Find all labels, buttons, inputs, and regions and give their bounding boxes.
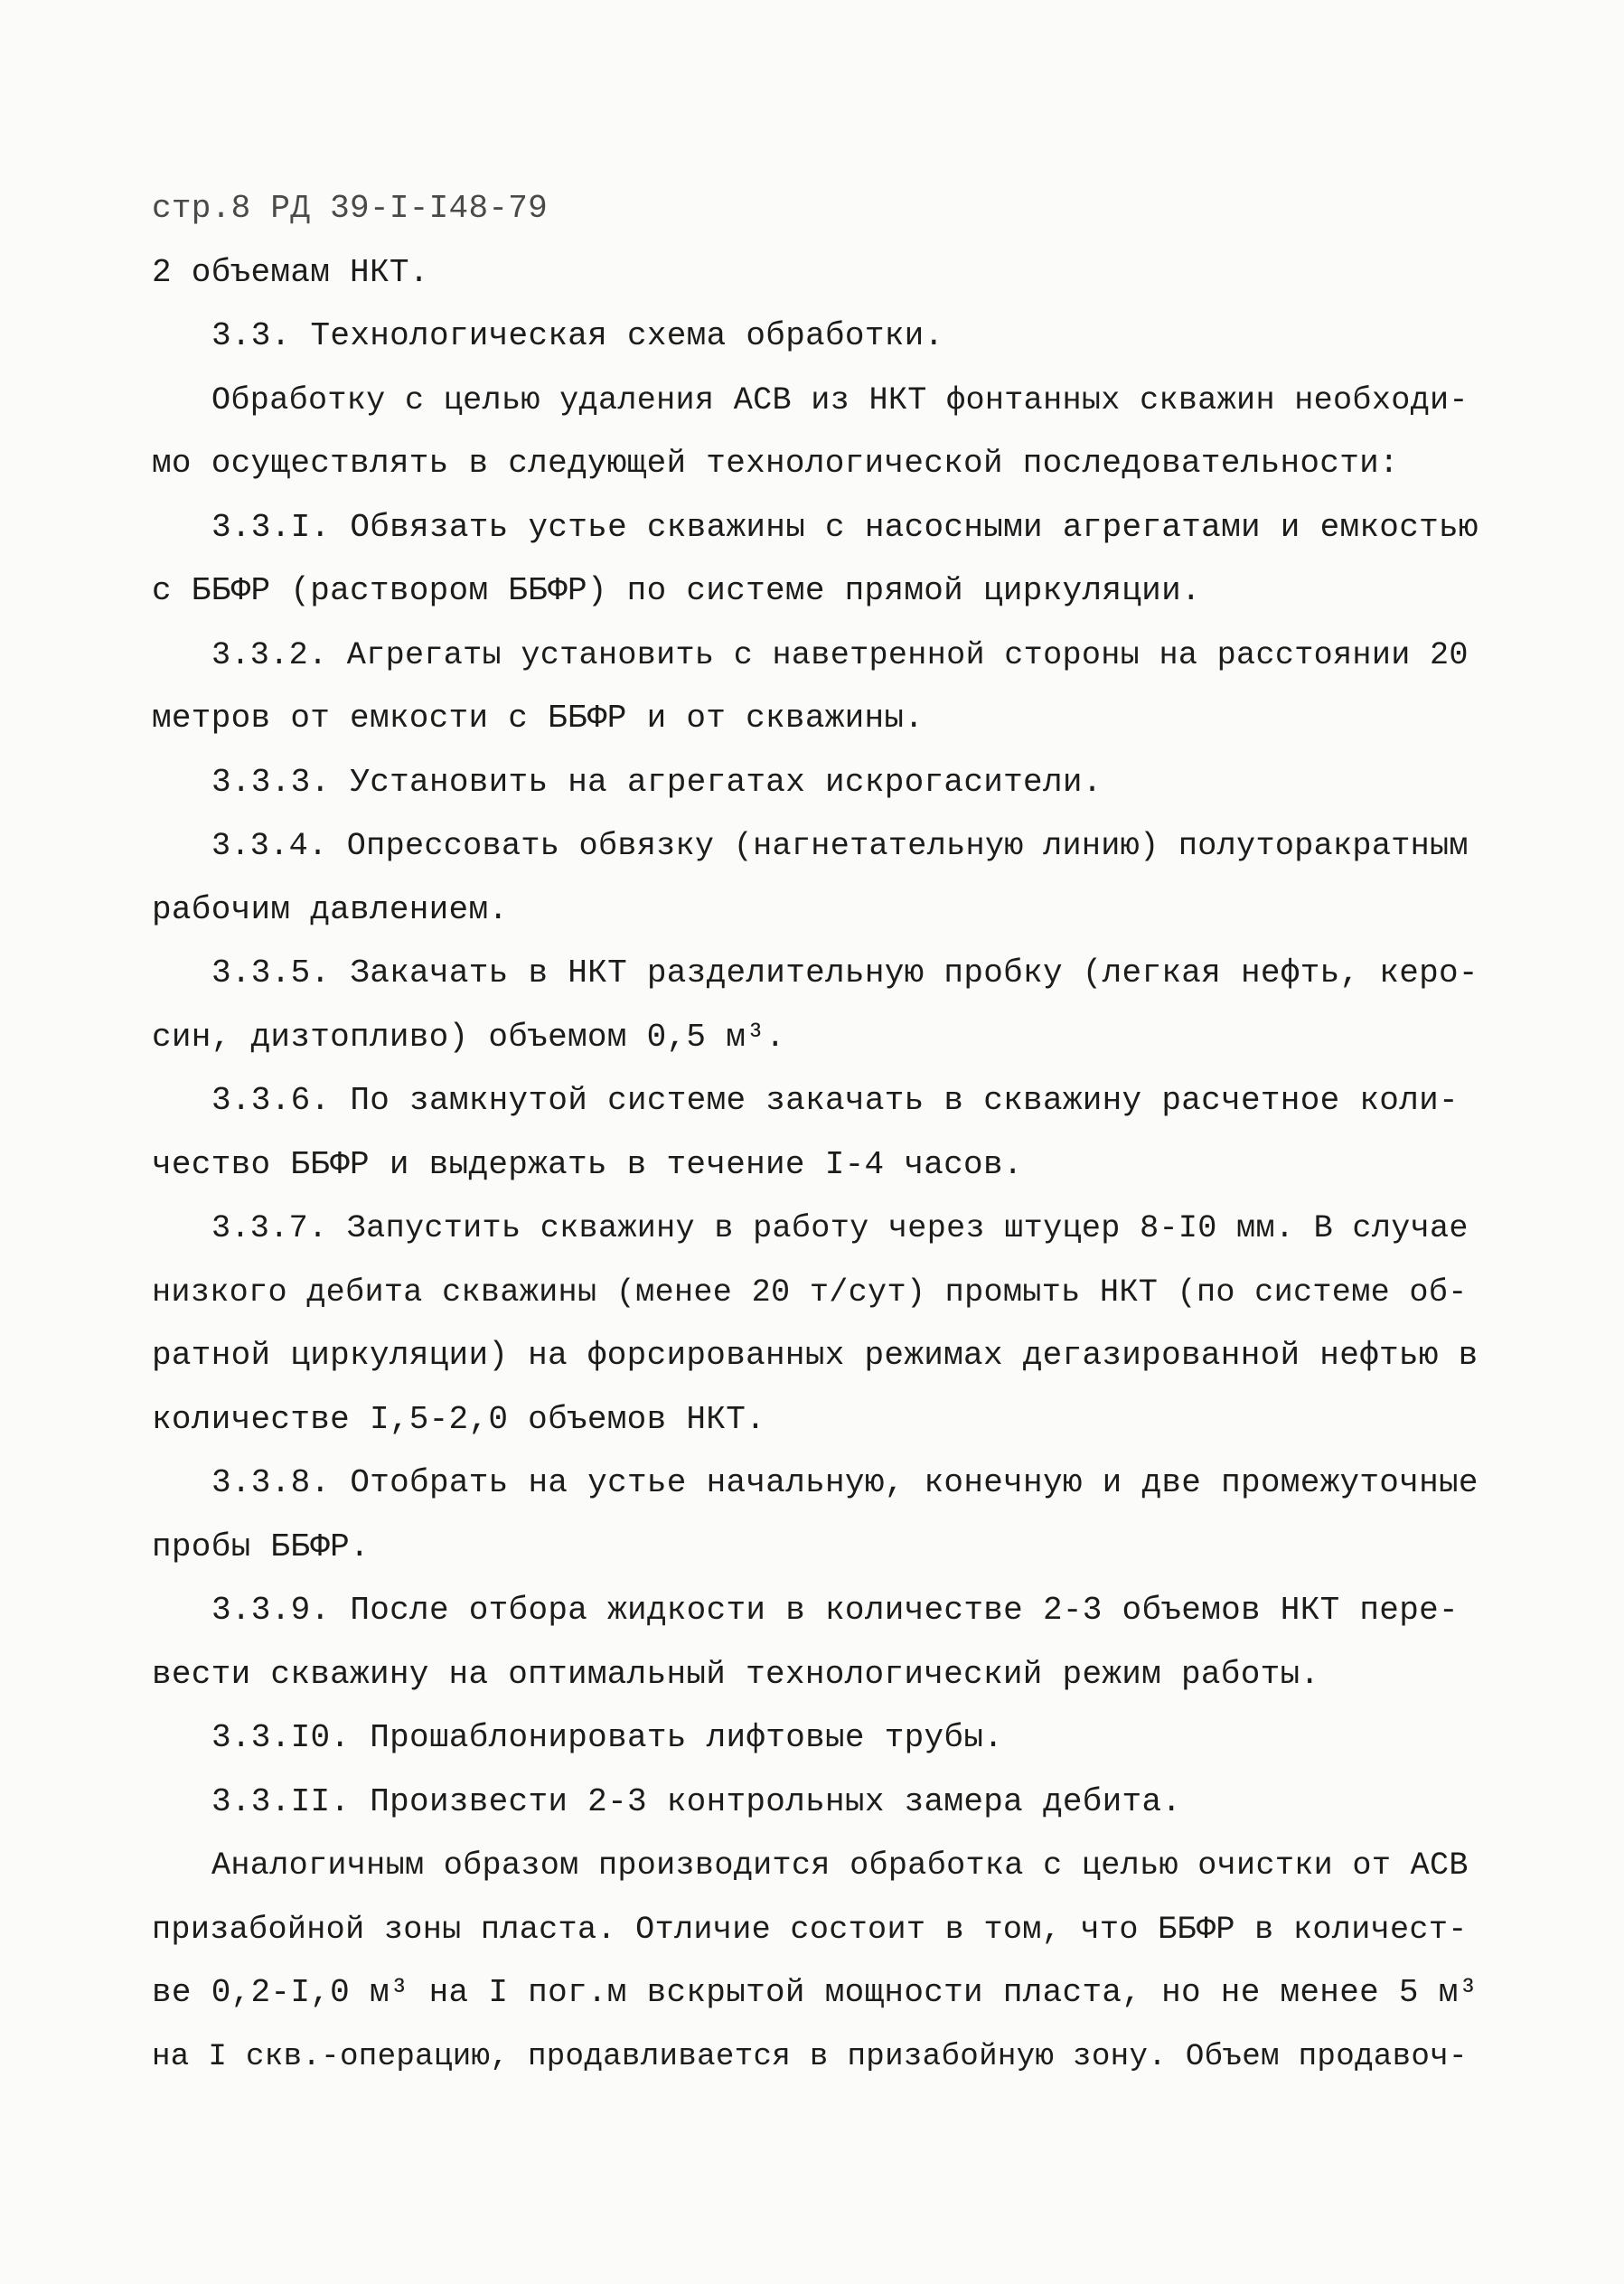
text-line: 3.3.7. Запустить скважину в работу через штуцер 8-I0 мм. В случае <box>211 1210 1469 1246</box>
text-line: 3.3.2. Агрегаты установить с наветренной стороны на расстоянии 20 <box>211 636 1469 673</box>
text-line: на I скв.-операцию, продавливается в призабойную зону. Объем продавоч- <box>152 2039 1468 2074</box>
text-line: с ББФР (раствором ББФР) по системе прямой циркуляции. <box>152 572 1201 609</box>
page-header: стр.8 РД 39-I-I48-79 <box>152 190 549 227</box>
text-line: пробы ББФР. <box>152 1527 370 1565</box>
text-line: 3.3.6. По замкнутой системе закачать в скважину расчетное коли- <box>211 1082 1459 1119</box>
text-line: 3.3.9. После отбора жидкости в количестве 2-3 объемов НКТ пере- <box>211 1592 1459 1629</box>
text-line: ратной циркуляции) на форсированных режимах дегазированной нефтью в <box>152 1337 1478 1374</box>
text-line: ве 0,2-I,0 м³ на I пог.м вскрытой мощности пласта, но не менее 5 м³ <box>152 1974 1478 2011</box>
text-line: 3.3.II. Произвести 2-3 контрольных замера дебита. <box>211 1782 1182 1820</box>
text-line: 3.3.8. Отобрать на устье начальную, конечную и две промежуточные <box>211 1464 1478 1501</box>
text-line: низкого дебита скважины (менее 20 т/сут) промыть НКТ (по системе об- <box>152 1274 1468 1311</box>
text-line: 3.3.5. Закачать в НКТ разделительную пробку (легкая нефть, керо- <box>211 954 1478 992</box>
text-line: чество ББФР и выдержать в течение I-4 часов. <box>152 1145 1023 1183</box>
text-line: призабойной зоны пласта. Отличие состоит в том, что ББФР в количест- <box>152 1911 1468 1948</box>
text-line: количестве I,5-2,0 объемов НКТ. <box>152 1400 766 1438</box>
text-line: 3.3.I. Обвязать устье скважины с насосными агрегатами и емкостью <box>211 508 1478 546</box>
text-line: метров от емкости с ББФР и от скважины. <box>152 700 925 737</box>
document-body <box>152 241 1480 2090</box>
text-line: 3.3.4. Опрессовать обвязку (нагнетательную линию) полуторакратным <box>211 828 1469 864</box>
text-line: 3.3. Технологическая схема обработки. <box>211 317 944 354</box>
text-line: Аналогичным образом производится обработка с целью очистки от АСВ <box>211 1847 1469 1884</box>
text-line: син, дизтопливо) объемом 0,5 м³. <box>152 1018 785 1056</box>
text-line: мо осуществлять в следующей технологической последовательности: <box>152 445 1399 482</box>
text-line: 3.3.3. Установить на агрегатах искрогасители. <box>211 763 1103 801</box>
text-line: Обработку с целью удаления АСВ из НКТ фонтанных скважин необходи- <box>211 381 1469 418</box>
text-line: 2 объемам НКТ. <box>152 253 429 291</box>
document-text-block <box>152 177 1480 2089</box>
text-line: рабочим давлением. <box>152 890 509 928</box>
text-line: 3.3.I0. Прошаблонировать лифтовые трубы. <box>211 1719 1004 1756</box>
text-line: вести скважину на оптимальный технологический режим работы. <box>152 1655 1320 1693</box>
